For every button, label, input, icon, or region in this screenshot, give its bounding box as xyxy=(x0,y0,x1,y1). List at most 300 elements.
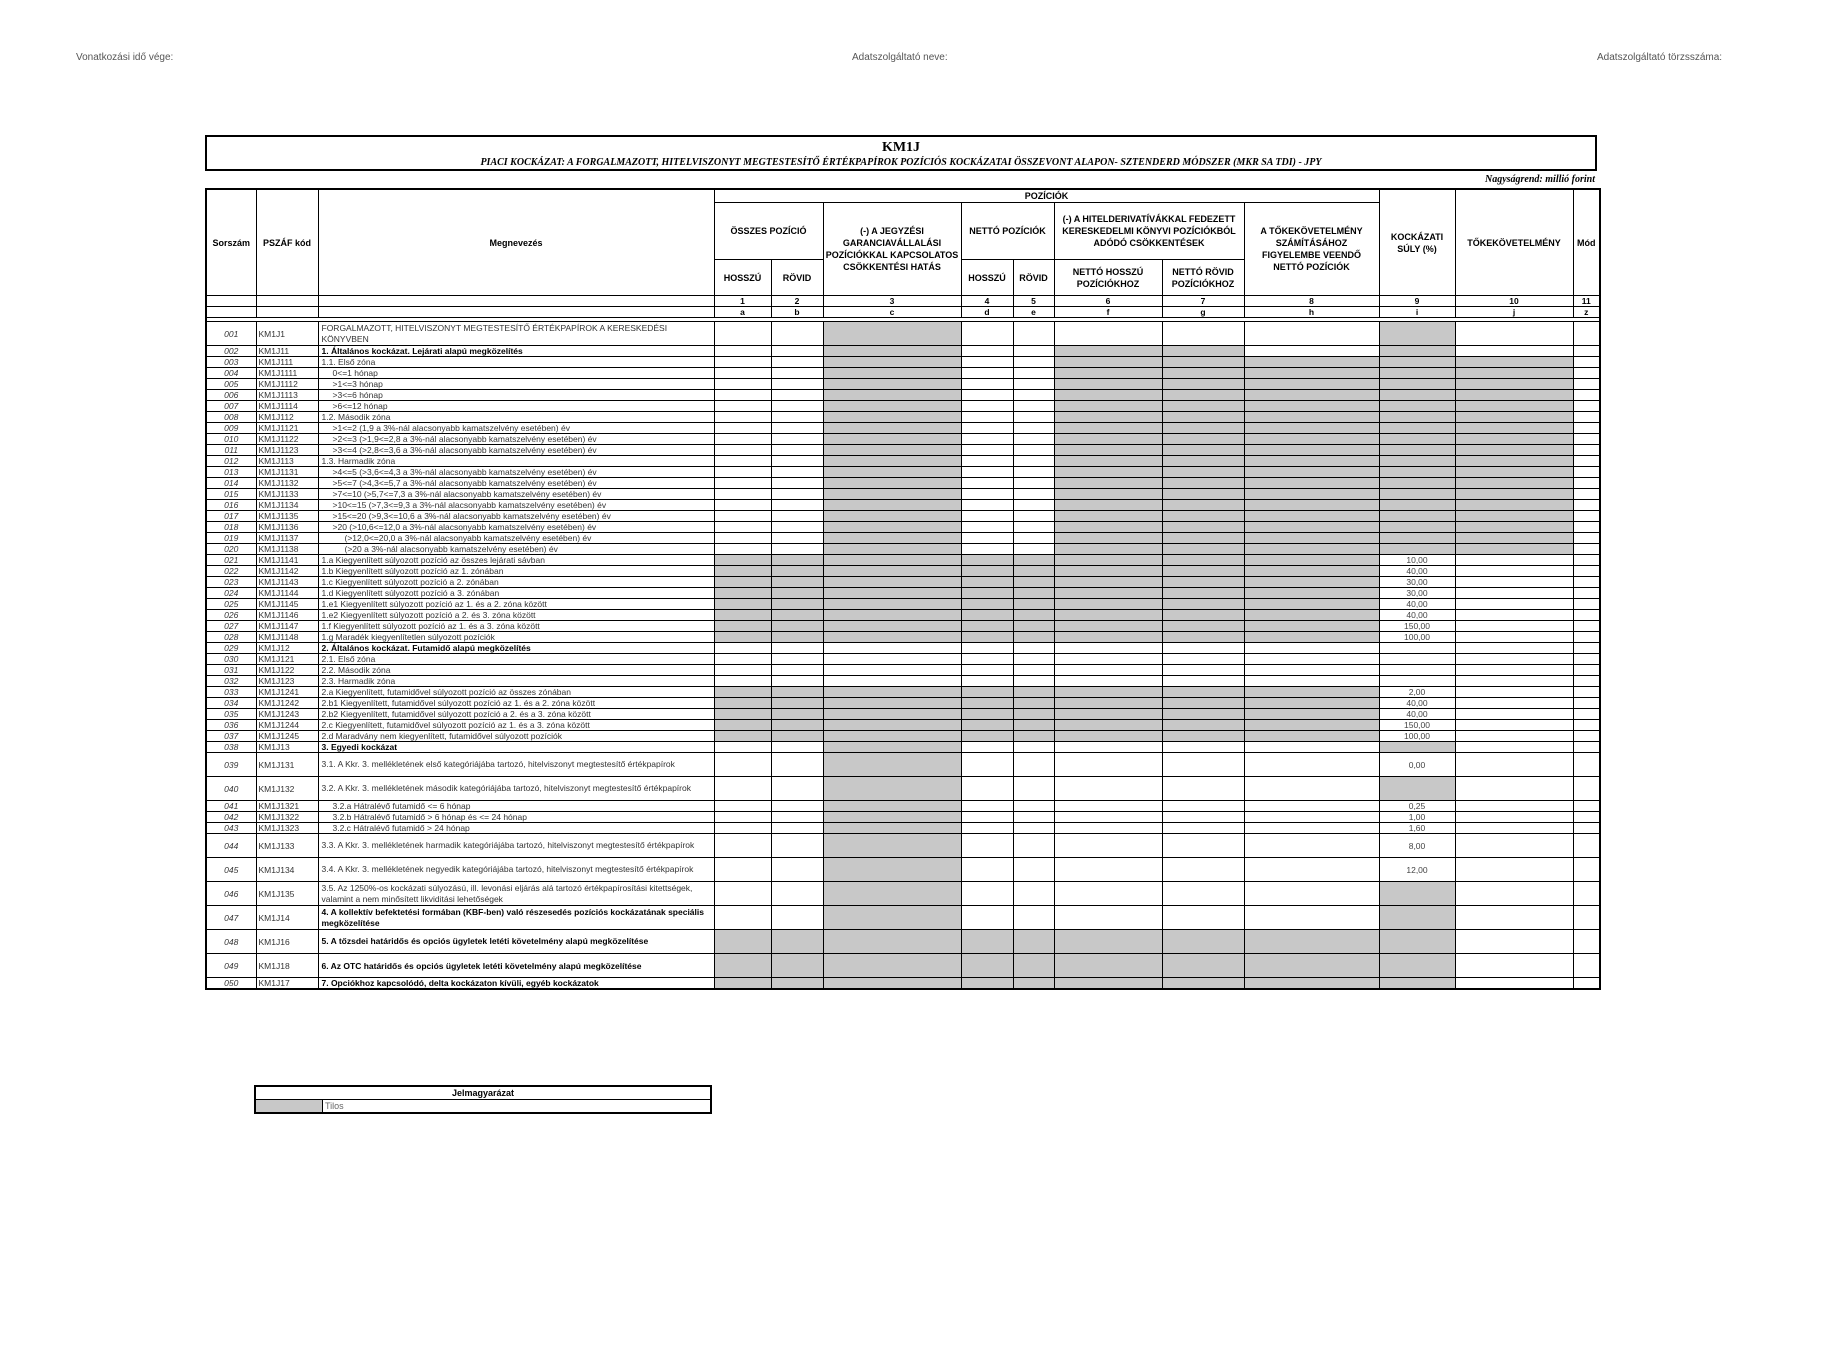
input-cell[interactable] xyxy=(961,676,1013,687)
input-cell[interactable] xyxy=(961,456,1013,467)
input-cell[interactable] xyxy=(1054,654,1162,665)
input-cell[interactable] xyxy=(714,456,771,467)
input-cell[interactable] xyxy=(1573,588,1600,599)
input-cell[interactable] xyxy=(1013,906,1054,930)
input-cell[interactable] xyxy=(714,654,771,665)
input-cell[interactable] xyxy=(1162,858,1244,882)
input-cell[interactable] xyxy=(1573,511,1600,522)
input-cell[interactable] xyxy=(1573,812,1600,823)
input-cell[interactable] xyxy=(1455,665,1573,676)
input-cell[interactable] xyxy=(1455,621,1573,632)
input-cell[interactable] xyxy=(1244,834,1379,858)
input-cell[interactable] xyxy=(961,753,1013,777)
input-cell[interactable] xyxy=(1455,654,1573,665)
input-cell[interactable] xyxy=(714,665,771,676)
input-cell[interactable] xyxy=(1244,346,1379,357)
input-cell[interactable] xyxy=(771,676,823,687)
input-cell[interactable] xyxy=(1455,687,1573,698)
input-cell[interactable] xyxy=(714,434,771,445)
input-cell[interactable] xyxy=(1573,533,1600,544)
input-cell[interactable] xyxy=(1573,610,1600,621)
input-cell[interactable] xyxy=(771,489,823,500)
input-cell[interactable] xyxy=(1244,742,1379,753)
input-cell[interactable] xyxy=(1244,643,1379,654)
input-cell[interactable] xyxy=(961,511,1013,522)
input-cell[interactable] xyxy=(1013,676,1054,687)
input-cell[interactable] xyxy=(1054,753,1162,777)
input-cell[interactable] xyxy=(1573,823,1600,834)
input-cell[interactable] xyxy=(1455,346,1573,357)
input-cell[interactable] xyxy=(1573,368,1600,379)
input-cell[interactable] xyxy=(1573,753,1600,777)
input-cell[interactable] xyxy=(714,742,771,753)
input-cell[interactable] xyxy=(771,812,823,823)
input-cell[interactable] xyxy=(1573,709,1600,720)
input-cell[interactable] xyxy=(1013,643,1054,654)
input-cell[interactable] xyxy=(1054,742,1162,753)
input-cell[interactable] xyxy=(1013,467,1054,478)
input-cell[interactable] xyxy=(1054,665,1162,676)
input-cell[interactable] xyxy=(1455,978,1573,990)
input-cell[interactable] xyxy=(961,665,1013,676)
input-cell[interactable] xyxy=(1244,882,1379,906)
input-cell[interactable] xyxy=(961,801,1013,812)
input-cell[interactable] xyxy=(823,654,961,665)
input-cell[interactable] xyxy=(1244,676,1379,687)
input-cell[interactable] xyxy=(961,834,1013,858)
input-cell[interactable] xyxy=(1013,401,1054,412)
input-cell[interactable] xyxy=(714,834,771,858)
input-cell[interactable] xyxy=(961,368,1013,379)
input-cell[interactable] xyxy=(1013,322,1054,346)
input-cell[interactable] xyxy=(961,412,1013,423)
input-cell[interactable] xyxy=(1455,731,1573,742)
input-cell[interactable] xyxy=(1244,812,1379,823)
input-cell[interactable] xyxy=(1573,379,1600,390)
input-cell[interactable] xyxy=(1013,423,1054,434)
input-cell[interactable] xyxy=(1379,643,1455,654)
input-cell[interactable] xyxy=(714,858,771,882)
input-cell[interactable] xyxy=(1162,676,1244,687)
input-cell[interactable] xyxy=(961,533,1013,544)
locked-cell xyxy=(823,687,961,698)
input-cell[interactable] xyxy=(961,823,1013,834)
input-cell[interactable] xyxy=(1379,654,1455,665)
input-cell[interactable] xyxy=(1573,698,1600,709)
input-cell[interactable] xyxy=(1244,665,1379,676)
input-cell[interactable] xyxy=(771,742,823,753)
input-cell[interactable] xyxy=(961,379,1013,390)
input-cell[interactable] xyxy=(714,906,771,930)
input-cell[interactable] xyxy=(1013,412,1054,423)
input-cell[interactable] xyxy=(1162,834,1244,858)
input-cell[interactable] xyxy=(714,478,771,489)
input-cell[interactable] xyxy=(1573,643,1600,654)
input-cell[interactable] xyxy=(1455,643,1573,654)
input-cell[interactable] xyxy=(1573,434,1600,445)
input-cell[interactable] xyxy=(1013,533,1054,544)
input-cell[interactable] xyxy=(1455,812,1573,823)
input-cell[interactable] xyxy=(961,742,1013,753)
input-cell[interactable] xyxy=(714,676,771,687)
input-cell[interactable] xyxy=(714,467,771,478)
input-cell[interactable] xyxy=(1013,511,1054,522)
input-cell[interactable] xyxy=(1573,858,1600,882)
input-cell[interactable] xyxy=(714,643,771,654)
input-cell[interactable] xyxy=(1573,777,1600,801)
row-pszaf-kod: KM1J1145 xyxy=(256,599,318,610)
input-cell[interactable] xyxy=(1573,390,1600,401)
input-cell[interactable] xyxy=(771,753,823,777)
input-cell[interactable] xyxy=(961,812,1013,823)
input-cell[interactable] xyxy=(771,801,823,812)
locked-cell xyxy=(1379,346,1455,357)
input-cell[interactable] xyxy=(1162,882,1244,906)
input-cell[interactable] xyxy=(771,834,823,858)
locked-cell xyxy=(1455,368,1573,379)
input-cell[interactable] xyxy=(1455,882,1573,906)
input-cell[interactable] xyxy=(1573,322,1600,346)
input-cell[interactable] xyxy=(1054,858,1162,882)
row-pszaf-kod: KM1J1112 xyxy=(256,379,318,390)
input-cell[interactable] xyxy=(1162,812,1244,823)
input-cell[interactable] xyxy=(1244,823,1379,834)
table-row xyxy=(206,456,1600,467)
input-cell[interactable] xyxy=(1573,599,1600,610)
input-cell[interactable] xyxy=(1573,500,1600,511)
input-cell[interactable] xyxy=(714,401,771,412)
input-cell[interactable] xyxy=(1455,753,1573,777)
input-cell[interactable] xyxy=(1013,665,1054,676)
input-cell[interactable] xyxy=(771,467,823,478)
input-cell[interactable] xyxy=(1013,544,1054,555)
input-cell[interactable] xyxy=(1455,720,1573,731)
input-cell[interactable] xyxy=(1054,834,1162,858)
input-cell[interactable] xyxy=(1573,882,1600,906)
row-megnevezes: 2.1. Első zóna xyxy=(318,654,714,665)
input-cell[interactable] xyxy=(771,858,823,882)
input-cell[interactable] xyxy=(771,423,823,434)
input-cell[interactable] xyxy=(1455,823,1573,834)
input-cell[interactable] xyxy=(771,654,823,665)
input-cell[interactable] xyxy=(961,322,1013,346)
locked-cell xyxy=(714,566,771,577)
input-cell[interactable] xyxy=(714,500,771,511)
input-cell[interactable] xyxy=(1573,423,1600,434)
input-cell[interactable] xyxy=(1054,906,1162,930)
input-cell[interactable] xyxy=(1013,777,1054,801)
locked-cell xyxy=(1455,412,1573,423)
risk-weight-value: 150,00 xyxy=(1379,621,1455,632)
row-sorszam: 012 xyxy=(206,456,256,467)
locked-cell xyxy=(823,456,961,467)
input-cell[interactable] xyxy=(714,379,771,390)
input-cell[interactable] xyxy=(1573,445,1600,456)
input-cell[interactable] xyxy=(771,390,823,401)
input-cell[interactable] xyxy=(1573,478,1600,489)
input-cell[interactable] xyxy=(1244,801,1379,812)
input-cell[interactable] xyxy=(771,379,823,390)
input-cell[interactable] xyxy=(1573,555,1600,566)
input-cell[interactable] xyxy=(771,478,823,489)
input-cell[interactable] xyxy=(1013,882,1054,906)
input-cell[interactable] xyxy=(1162,742,1244,753)
input-cell[interactable] xyxy=(961,445,1013,456)
input-cell[interactable] xyxy=(1455,834,1573,858)
input-cell[interactable] xyxy=(1573,834,1600,858)
input-cell[interactable] xyxy=(1379,665,1455,676)
input-cell[interactable] xyxy=(1054,643,1162,654)
input-cell[interactable] xyxy=(1054,823,1162,834)
input-cell[interactable] xyxy=(771,401,823,412)
input-cell[interactable] xyxy=(1573,357,1600,368)
input-cell[interactable] xyxy=(714,390,771,401)
input-cell[interactable] xyxy=(1013,834,1054,858)
input-cell[interactable] xyxy=(1013,823,1054,834)
row-sorszam: 010 xyxy=(206,434,256,445)
input-cell[interactable] xyxy=(961,858,1013,882)
input-cell[interactable] xyxy=(1054,322,1162,346)
input-cell[interactable] xyxy=(1455,709,1573,720)
input-cell[interactable] xyxy=(1244,654,1379,665)
input-cell[interactable] xyxy=(771,346,823,357)
input-cell[interactable] xyxy=(1054,812,1162,823)
input-cell[interactable] xyxy=(1573,978,1600,990)
input-cell[interactable] xyxy=(1573,731,1600,742)
input-cell[interactable] xyxy=(961,654,1013,665)
locked-cell xyxy=(961,621,1013,632)
input-cell[interactable] xyxy=(771,322,823,346)
input-cell[interactable] xyxy=(1573,632,1600,643)
input-cell[interactable] xyxy=(771,434,823,445)
input-cell[interactable] xyxy=(1013,357,1054,368)
input-cell[interactable] xyxy=(714,522,771,533)
input-cell[interactable] xyxy=(771,445,823,456)
locked-cell xyxy=(1162,423,1244,434)
input-cell[interactable] xyxy=(1162,665,1244,676)
input-cell[interactable] xyxy=(1455,577,1573,588)
input-cell[interactable] xyxy=(771,544,823,555)
input-cell[interactable] xyxy=(1573,544,1600,555)
input-cell[interactable] xyxy=(1013,489,1054,500)
input-cell[interactable] xyxy=(1455,566,1573,577)
input-cell[interactable] xyxy=(1573,489,1600,500)
input-cell[interactable] xyxy=(1244,753,1379,777)
input-cell[interactable] xyxy=(714,322,771,346)
input-cell[interactable] xyxy=(961,777,1013,801)
input-cell[interactable] xyxy=(1054,676,1162,687)
row-pszaf-kod: KM1J1148 xyxy=(256,632,318,643)
input-cell[interactable] xyxy=(714,544,771,555)
input-cell[interactable] xyxy=(1573,654,1600,665)
input-cell[interactable] xyxy=(714,423,771,434)
table-row xyxy=(206,676,1600,687)
input-cell[interactable] xyxy=(771,906,823,930)
input-cell[interactable] xyxy=(1573,467,1600,478)
row-pszaf-kod: KM1J1132 xyxy=(256,478,318,489)
input-cell[interactable] xyxy=(1162,322,1244,346)
input-cell[interactable] xyxy=(1013,858,1054,882)
input-cell[interactable] xyxy=(771,412,823,423)
input-cell[interactable] xyxy=(1162,777,1244,801)
input-cell[interactable] xyxy=(1455,588,1573,599)
input-cell[interactable] xyxy=(1013,801,1054,812)
input-cell[interactable] xyxy=(771,882,823,906)
input-cell[interactable] xyxy=(771,522,823,533)
input-cell[interactable] xyxy=(1573,401,1600,412)
input-cell[interactable] xyxy=(714,753,771,777)
input-cell[interactable] xyxy=(1244,322,1379,346)
input-cell[interactable] xyxy=(961,434,1013,445)
input-cell[interactable] xyxy=(771,777,823,801)
input-cell[interactable] xyxy=(961,357,1013,368)
input-cell[interactable] xyxy=(1573,676,1600,687)
input-cell[interactable] xyxy=(1455,777,1573,801)
input-cell[interactable] xyxy=(1455,930,1573,954)
column-letter: z xyxy=(1573,307,1600,318)
input-cell[interactable] xyxy=(1013,390,1054,401)
input-cell[interactable] xyxy=(1455,906,1573,930)
input-cell[interactable] xyxy=(1162,654,1244,665)
input-cell[interactable] xyxy=(771,665,823,676)
input-cell[interactable] xyxy=(1162,906,1244,930)
input-cell[interactable] xyxy=(771,357,823,368)
input-cell[interactable] xyxy=(961,390,1013,401)
input-cell[interactable] xyxy=(771,643,823,654)
input-cell[interactable] xyxy=(961,401,1013,412)
input-cell[interactable] xyxy=(714,511,771,522)
input-cell[interactable] xyxy=(1455,954,1573,978)
input-cell[interactable] xyxy=(1573,801,1600,812)
input-cell[interactable] xyxy=(1573,742,1600,753)
input-cell[interactable] xyxy=(771,500,823,511)
input-cell[interactable] xyxy=(1013,753,1054,777)
input-cell[interactable] xyxy=(1013,500,1054,511)
input-cell[interactable] xyxy=(1573,456,1600,467)
locked-cell xyxy=(823,379,961,390)
input-cell[interactable] xyxy=(1013,478,1054,489)
input-cell[interactable] xyxy=(714,777,771,801)
column-number-row xyxy=(206,296,1600,307)
input-cell[interactable] xyxy=(823,676,961,687)
input-cell[interactable] xyxy=(1455,632,1573,643)
input-cell[interactable] xyxy=(714,445,771,456)
input-cell[interactable] xyxy=(961,346,1013,357)
input-cell[interactable] xyxy=(1573,412,1600,423)
locked-cell xyxy=(1162,456,1244,467)
locked-cell xyxy=(1054,467,1162,478)
input-cell[interactable] xyxy=(961,489,1013,500)
input-cell[interactable] xyxy=(1054,777,1162,801)
input-cell[interactable] xyxy=(1244,777,1379,801)
row-megnevezes: 1.b Kiegyenlített súlyozott pozíció az 1. zónában xyxy=(318,566,714,577)
input-cell[interactable] xyxy=(961,500,1013,511)
input-cell[interactable] xyxy=(1013,379,1054,390)
input-cell[interactable] xyxy=(1573,522,1600,533)
input-cell[interactable] xyxy=(1573,687,1600,698)
input-cell[interactable] xyxy=(1573,621,1600,632)
input-cell[interactable] xyxy=(1455,676,1573,687)
input-cell[interactable] xyxy=(1455,555,1573,566)
input-cell[interactable] xyxy=(1573,954,1600,978)
input-cell[interactable] xyxy=(961,478,1013,489)
input-cell[interactable] xyxy=(1244,906,1379,930)
input-cell[interactable] xyxy=(1013,812,1054,823)
input-cell[interactable] xyxy=(1013,434,1054,445)
input-cell[interactable] xyxy=(1455,742,1573,753)
input-cell[interactable] xyxy=(1162,753,1244,777)
input-cell[interactable] xyxy=(1162,801,1244,812)
input-cell[interactable] xyxy=(771,456,823,467)
input-cell[interactable] xyxy=(1013,522,1054,533)
input-cell[interactable] xyxy=(1162,643,1244,654)
input-cell[interactable] xyxy=(961,522,1013,533)
input-cell[interactable] xyxy=(771,533,823,544)
input-cell[interactable] xyxy=(1054,882,1162,906)
input-cell[interactable] xyxy=(771,368,823,379)
input-cell[interactable] xyxy=(1244,858,1379,882)
input-cell[interactable] xyxy=(1013,456,1054,467)
input-cell[interactable] xyxy=(714,489,771,500)
input-cell[interactable] xyxy=(1013,445,1054,456)
input-cell[interactable] xyxy=(714,882,771,906)
input-cell[interactable] xyxy=(1162,823,1244,834)
input-cell[interactable] xyxy=(714,812,771,823)
input-cell[interactable] xyxy=(1379,676,1455,687)
input-cell[interactable] xyxy=(714,823,771,834)
locked-cell xyxy=(823,368,961,379)
input-cell[interactable] xyxy=(714,801,771,812)
locked-cell xyxy=(1162,390,1244,401)
input-cell[interactable] xyxy=(961,544,1013,555)
input-cell[interactable] xyxy=(961,882,1013,906)
input-cell[interactable] xyxy=(1573,346,1600,357)
input-cell[interactable] xyxy=(1455,858,1573,882)
input-cell[interactable] xyxy=(1013,654,1054,665)
input-cell[interactable] xyxy=(1455,610,1573,621)
input-cell[interactable] xyxy=(961,423,1013,434)
input-cell[interactable] xyxy=(714,357,771,368)
input-cell[interactable] xyxy=(1455,698,1573,709)
input-cell[interactable] xyxy=(1455,599,1573,610)
locked-cell xyxy=(1244,368,1379,379)
input-cell[interactable] xyxy=(714,533,771,544)
input-cell[interactable] xyxy=(1455,322,1573,346)
input-cell[interactable] xyxy=(714,346,771,357)
input-cell[interactable] xyxy=(771,823,823,834)
input-cell[interactable] xyxy=(823,665,961,676)
input-cell[interactable] xyxy=(961,643,1013,654)
input-cell[interactable] xyxy=(1573,906,1600,930)
input-cell[interactable] xyxy=(961,467,1013,478)
input-cell[interactable] xyxy=(1054,801,1162,812)
input-cell[interactable] xyxy=(1455,801,1573,812)
input-cell[interactable] xyxy=(1573,577,1600,588)
input-cell[interactable] xyxy=(714,368,771,379)
input-cell[interactable] xyxy=(961,906,1013,930)
locked-cell xyxy=(1379,777,1455,801)
input-cell[interactable] xyxy=(1573,665,1600,676)
input-cell[interactable] xyxy=(1013,346,1054,357)
input-cell[interactable] xyxy=(823,643,961,654)
input-cell[interactable] xyxy=(1573,566,1600,577)
input-cell[interactable] xyxy=(1013,742,1054,753)
input-cell[interactable] xyxy=(1573,930,1600,954)
input-cell[interactable] xyxy=(771,511,823,522)
input-cell[interactable] xyxy=(714,412,771,423)
input-cell[interactable] xyxy=(1573,720,1600,731)
input-cell[interactable] xyxy=(1013,368,1054,379)
